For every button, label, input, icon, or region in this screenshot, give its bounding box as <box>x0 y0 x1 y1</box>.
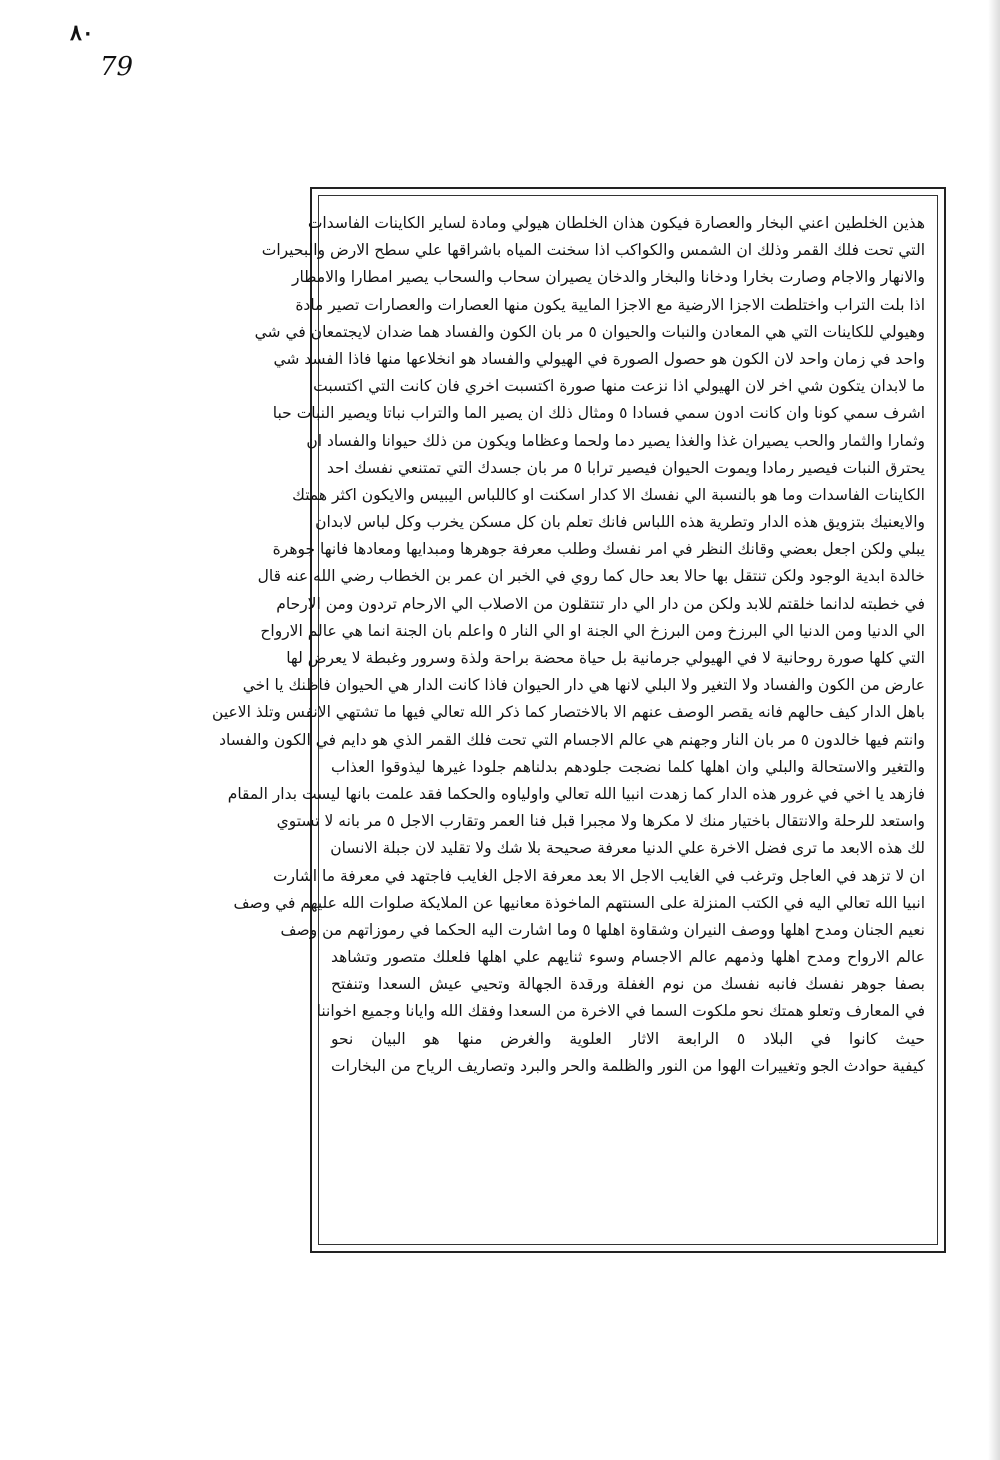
text-line: خالدة ابدية الوجود ولكن تنتقل بها حالا بعد حال كما روي في الخبر ان عمر بن الخطاب رضي الله عنه قال <box>257 567 925 586</box>
text-frame-outer <box>212 187 946 1253</box>
text-line: واستعد للرحلة والانتقال باختيار منك لا مكرها ولا مجبرا قبل فنا العمر وتقارب الاجل ٥ مر بانه لا تستوي <box>276 812 925 831</box>
text-line: بصفا جوهر نفسك فانبه نفسك من نوم الغفلة ورقدة الجهالة وتحيي عيش السعدا وتنفتح <box>331 975 925 994</box>
text-line: كيفية حوادث الجو وتغييرات الهوا من النور والظلمة والحر والبرد وتصاريف الرياح من البخارات <box>331 1056 925 1075</box>
text-line: لك هذه الابعد ما ترى فضل الاخرة علي الدنيا معرفة صحيحة بلا شك ولا تقليد لان جبلة الانسان <box>330 839 925 858</box>
text-line: وهيولي للكاينات التي هي المعادن والنبات والحيوان ٥ مر بان الكون والفساد هما ضدان لايجتمعان في شي <box>254 322 925 341</box>
text-line: التي تحت فلك القمر وذلك ان الشمس والكواكب اذا سخنت المياه باشراقها علي سطح الارض والبحيرات <box>261 241 925 260</box>
text-line: فازهد يا اخي في غرور هذه الدار كما زهدت انبيا الله تعالي واولياوه والحكما فقد علمت بانها ليست بدار المقام <box>227 784 925 803</box>
text-line: الي الدنيا ومن الدنيا الي البرزخ ومن البرزخ الي الجنة او الي النار ٥ واعلم بان الجنة انما هي عالم الارواح <box>260 621 925 640</box>
text-line <box>331 1080 925 1107</box>
text-line: ما لابدان يتكون شي اخر لان الهيولي اذا نزعت منها صورة اكتسبت اخري فان كانت التي اكتسبت <box>313 377 925 396</box>
text-line: في المعارف وتعلو همتك نحو ملكوت السما في الاخرة من السعدا وفقك الله وايانا وجميع اخواننا <box>316 1002 925 1021</box>
text-line: اذا بلت التراب واختلطت الاجزا الارضية مع الاجزا المايية يكون منها العصارات والعصارات تصير مادة <box>295 295 925 314</box>
text-line: والايعنيك بتزويق هذه الدار وتطرية هذه اللباس فانك تعلم بان كل مسكن يخرب وكل لباس لابدان <box>315 513 925 532</box>
text-line: يبلي ولكن اجعل بعضي وقانك النظر في امر نفسك وطلب معرفة جوهرها ومبدايها ومعادها فانها جوهرة <box>272 540 925 559</box>
text-line <box>331 1162 925 1189</box>
text-line: عارض من الكون والفساد ولا التغير ولا البلي لانها هي دار الحيوان فاذا كانت الدار هي الحيوان فاظنك يا اخي <box>242 676 925 695</box>
text-line: هذين الخلطين اعني البخار والعصارة فيكون هذان الخلطان هيولي ومادة لساير الكاينات الفاسدات <box>307 214 925 232</box>
text-line: واحد في زمان واحد لان الكون هو حصول الصورة في الهيولي والفساد هو انخلاعها منها فاذا الفسد شي <box>273 349 925 368</box>
text-line: وانتم فيها خالدون ٥ مر بان النار وجهنم هي عالم الاجسام التي تحت فلك القمر الذي هو دايم في الكون والفساد <box>219 730 925 749</box>
text-line: انبيا الله تعالي اليه في الكتب المنزلة على السنتهم الماخوذة معانيها عن الملايكة صلوات الله عليهم في وصف <box>233 893 925 912</box>
folio-number-arabic: ٨٠ <box>70 20 94 46</box>
text-line: باهل الدار كيف حالهم فانه يقصر الوصف عنهم الا بالاختصار كما ذكر الله تعالي فيها ما تشتهي الانفس وتلذ الاعين <box>212 703 925 722</box>
text-line: نعيم الجنان ومدح اهلها ووصف النيران وشقاوة اهلها ٥ وما اشارت اليه الحكما في رموزاتهم من وصف <box>280 920 925 939</box>
text-line <box>331 1134 925 1161</box>
text-block <box>212 195 938 1245</box>
text-line <box>331 1107 925 1134</box>
text-line: يحترق النبات فيصير رمادا ويموت الحيوان فيصير ترابا ٥ مر بان جسدك التي تمتنعي نفسك احد <box>326 458 925 477</box>
text-line: عالم الارواح ومدح اهلها وذمهم عالم الاجسام وسوء ثنايهم علي اهلها فلعلك متصور وتشاهد <box>331 948 925 967</box>
text-line: اشرف سمي كونا وان كانت ادون سمي فسادا ٥ ومثال ذلك ان يصير الما والتراب نباتا ويصير النبات حبا <box>272 404 925 423</box>
text-line: الكاينات الفاسدات وما هو بالنسبة الي نفسك الا كدار اسكنت او كاللباس اليبيس والايكون اكثر همتك <box>292 485 925 504</box>
text-line: حيث كانوا في البلاد ٥ الرابعة الاثار العلوية والغرض منها هو البيان نحو <box>331 1029 925 1048</box>
text-line: ان لا تزهد في العاجل وترغب في الغايب الاجل الا بعد معرفة الاجل الغايب فاجتهد في معرفة ما اشارت <box>272 866 925 885</box>
text-line: والانهار والاجام وصارت بخارا ودخانا والبخار والدخان يصيران سحاب والسحاب يصير امطارا والامطار <box>291 268 925 287</box>
folio-page-number: 79 <box>100 52 134 82</box>
text-line: وثمارا والثمار والحب يصيران غذا والغذا يصير دما ولحما وعظاما ويكون من ذلك حيوانا والفساد ان <box>306 431 925 450</box>
text-line: والتغير والاستحالة والبلي وان اهلها كلما نضجت جلودهم بدلناهم جلودا غيرها ليذوقوا العذاب <box>331 757 925 776</box>
text-line: في خطبته لدانما خلقتم للابد ولكن من دار الي دار تنتقلون من الاصلاب الي الارحام تردون ومن الارحام <box>276 594 925 613</box>
text-line: التي كلها صورة روحانية لا في الهيولي جرمانية بل حياة محضة براحة ولذة وسرور وغبطة لا يعرض لها <box>286 649 925 667</box>
page-edge-shadow <box>988 0 1000 1460</box>
